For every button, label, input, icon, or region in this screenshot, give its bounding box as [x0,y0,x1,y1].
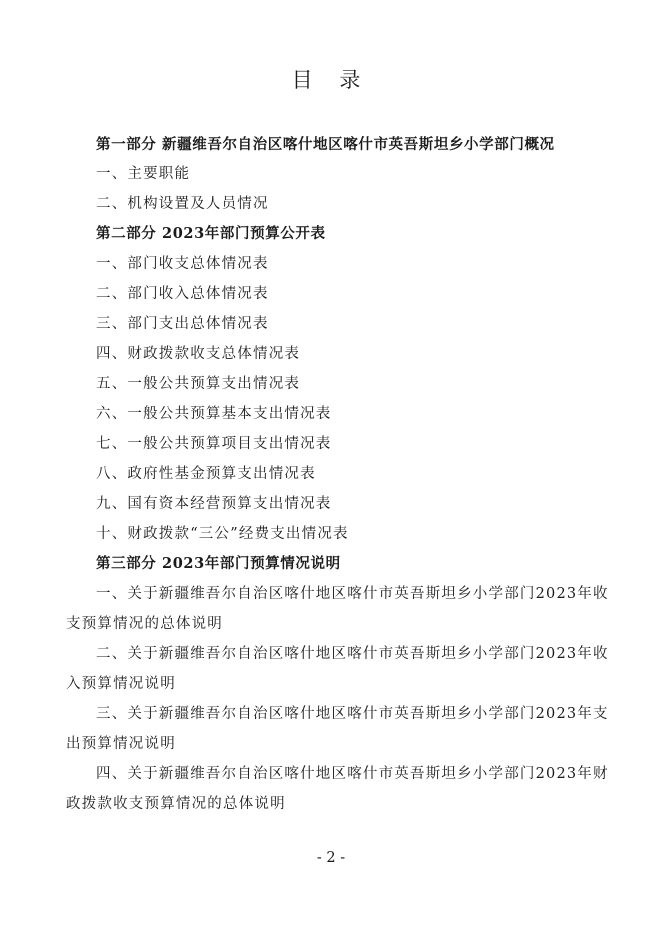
toc-item[interactable]: 四、财政拨款收支总体情况表 [96,346,301,362]
toc-item-line2[interactable]: 入预算情况说明 [66,676,176,692]
toc-item-line2[interactable]: 出预算情况说明 [66,736,176,752]
toc-item[interactable]: 十、财政拨款“三公”经费支出情况表 [96,526,349,542]
toc-item[interactable]: 七、一般公共预算项目支出情况表 [96,436,332,452]
toc-item-line2[interactable]: 支预算情况的总体说明 [66,616,223,632]
part3-heading[interactable]: 第三部分 2023年部门预算情况说明 [96,555,341,572]
part2-heading[interactable]: 第二部分 2023年部门预算公开表 [96,225,326,242]
toc-item[interactable]: 二、机构设置及人员情况 [96,196,269,212]
page-title: 目 录 [291,68,371,92]
toc-item-line1[interactable]: 四、关于新疆维吾尔自治区喀什地区喀什市英吾斯坦乡小学部门2023年财 [96,766,609,782]
toc-item[interactable]: 二、部门收入总体情况表 [96,286,269,302]
toc-item[interactable]: 九、国有资本经营预算支出情况表 [96,496,332,512]
toc-item[interactable]: 八、政府性基金预算支出情况表 [96,466,316,482]
toc-item-line2[interactable]: 政拨款收支预算情况的总体说明 [66,796,286,812]
toc-item[interactable]: 五、一般公共预算支出情况表 [96,376,301,392]
toc-item[interactable]: 一、部门收支总体情况表 [96,256,269,272]
toc-item[interactable]: 六、一般公共预算基本支出情况表 [96,406,332,422]
page-number: - 2 - [316,850,346,866]
toc-item-line1[interactable]: 一、关于新疆维吾尔自治区喀什地区喀什市英吾斯坦乡小学部门2023年收 [96,586,609,602]
toc-item-line1[interactable]: 二、关于新疆维吾尔自治区喀什地区喀什市英吾斯坦乡小学部门2023年收 [96,646,609,662]
toc-item-line1[interactable]: 三、关于新疆维吾尔自治区喀什地区喀什市英吾斯坦乡小学部门2023年支 [96,706,609,722]
part1-heading[interactable]: 第一部分 新疆维吾尔自治区喀什地区喀什市英吾斯坦乡小学部门概况 [96,136,555,153]
toc-item[interactable]: 三、部门支出总体情况表 [96,316,269,332]
toc-item[interactable]: 一、主要职能 [96,166,191,182]
